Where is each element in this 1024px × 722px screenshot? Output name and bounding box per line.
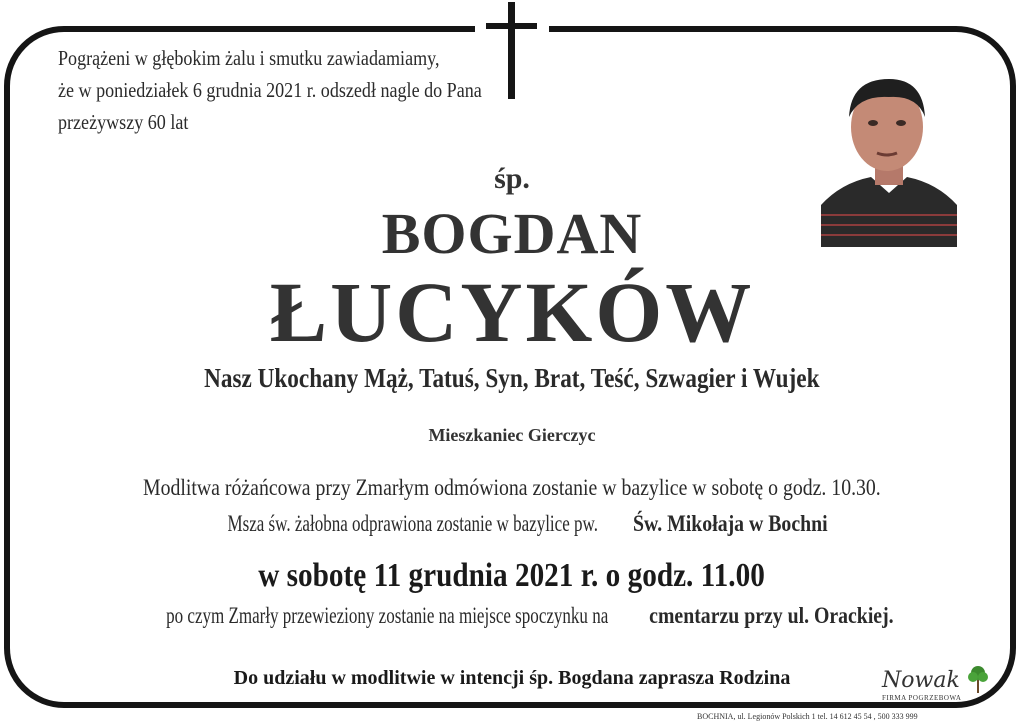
family-relations-text: Nasz Ukochany Mąż, Tatuś, Syn, Brat, Teść, Szwagier i Wujek <box>204 363 820 393</box>
funeral-date-time-text: w sobotę 11 grudnia 2021 r. o godz. 11.00 <box>258 557 766 594</box>
family-relations <box>0 363 1024 394</box>
logo-subtitle: FIRMA POGRZEBOWA <box>882 694 962 702</box>
announcement-intro <box>58 42 498 138</box>
mass-place: Św. Mikołaja w Bochni <box>632 511 828 536</box>
mass-line <box>0 511 1024 537</box>
logo-name: Nowak <box>882 668 960 693</box>
residence: Mieszkaniec Gierczyc <box>428 425 596 445</box>
intro-line-1: Pogrążeni w głębokim żalu i smutku zawiadamiamy, <box>58 46 440 70</box>
rosary-text: Modlitwa różańcowa przy Zmarłym odmówiona zostanie w bazylice w sobotę o godz. 10.30. <box>143 475 881 500</box>
cross-icon-bar <box>486 23 537 29</box>
funeral-date-time <box>0 557 1024 595</box>
invitation: Do udziału w modlitwie w intencji śp. Bogdana zaprasza Rodzina <box>233 667 791 689</box>
footer-contact: BOCHNIA, ul. Legionów Polskich 1 tel. 14 612 45 54 , 500 333 999 <box>697 712 918 721</box>
cross-icon <box>508 2 515 99</box>
last-name: ŁUCYKÓW <box>269 264 755 360</box>
burial-text: po czym Zmarły przewieziony zostanie na miejsce spoczynku na <box>166 603 609 628</box>
prefix-sp: śp. <box>494 162 530 195</box>
intro-line-2: że w poniedziałek 6 grudnia 2021 r. odszedł nagle do Pana <box>58 78 482 102</box>
tree-icon <box>966 664 990 694</box>
funeral-home-logo <box>880 664 990 704</box>
rosary-line <box>0 475 1024 501</box>
first-name: BOGDAN <box>381 201 643 266</box>
burial-place: cmentarzu przy ul. Orackiej. <box>649 603 894 628</box>
mass-text: Msza św. żałobna odprawiona zostanie w bazylice pw. <box>227 511 598 536</box>
burial-line <box>0 603 1024 629</box>
intro-line-3: przeżywszy 60 lat <box>58 110 189 134</box>
